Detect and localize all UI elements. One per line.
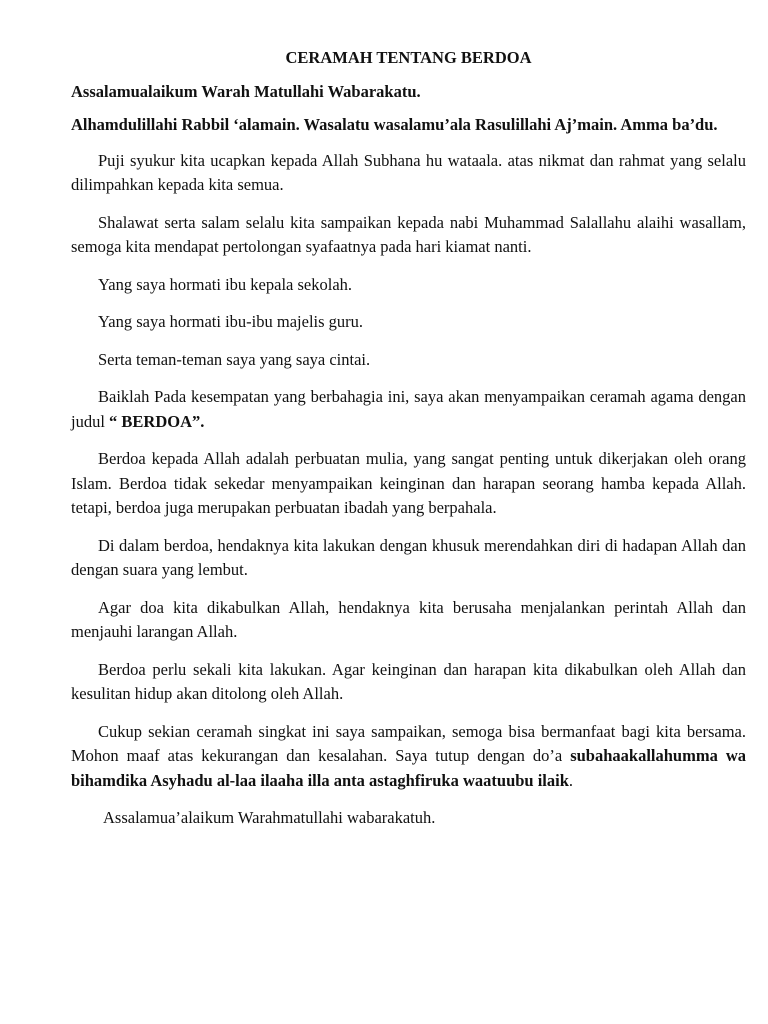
paragraph-respect-principal: Yang saya hormati ibu kepala sekolah.	[98, 274, 353, 294]
greeting: Assalamualaikum Warah Matullahi Wabarakatu.	[71, 82, 421, 101]
document-title: CERAMAH TENTANG BERDOA	[285, 48, 532, 67]
paragraph-berdoa-definition: Berdoa kepada Allah adalah perbuatan mulia, yang sangat penting untuk dikerjakan oleh orang Islam. Berdoa tidak sekedar menyampaikan keinginan dan harapan seorang hamba kepada Allah. tetapi, berdoa juga merupakan perbuatan ibadah yang berpahala.	[71, 449, 746, 517]
paragraph-gratitude: Puji syukur kita ucapkan kepada Allah Subhana hu wataala. atas nikmat dan rahmat yang selalu dilimpahkan kepada kita semua.	[71, 150, 746, 194]
paragraph-berdoa-importance: Berdoa perlu sekali kita lakukan. Agar keinginan dan harapan kita dikabulkan oleh Allah dan kesulitan hidup akan ditolong oleh Allah.	[71, 659, 746, 703]
paragraph-topic-intro	[71, 385, 746, 434]
conclusion-end: .	[568, 770, 574, 790]
topic-title: “ BERDOA”.	[109, 411, 205, 431]
paragraph-respect-friends: Serta teman-teman saya yang saya cintai.	[98, 349, 371, 369]
closing-doa: subahaakallahumma wa bihamdika Asyhadu al-laa ilaaha illa anta astaghfiruka waatuubu ilaik	[71, 746, 746, 790]
opening-prayer: Alhamdulillahi Rabbil ‘alamain. Wasalatu wasalamu’ala Rasulillahi Aj’main. Amma ba’du.	[71, 115, 718, 134]
paragraph-respect-teachers: Yang saya hormati ibu-ibu majelis guru.	[98, 312, 364, 331]
paragraph-doa-accepted: Agar doa kita dikabulkan Allah, hendaknya kita berusaha menjalankan perintah Allah dan menjauhi larangan Allah.	[71, 597, 746, 641]
document-page	[71, 46, 746, 844]
paragraph-conclusion	[71, 720, 746, 794]
paragraph-shalawat: Shalawat serta salam selalu kita sampaikan kepada nabi Muhammad Salallahu alaihi wasallam, semoga kita mendapat pertolongan syafaatnya pada hari kiamat nanti.	[71, 212, 746, 256]
closing-salam: Assalamua’alaikum Warahmatullahi wabarakatuh.	[103, 808, 436, 827]
conclusion-text: Cukup sekian ceramah singkat ini saya sampaikan, semoga bisa bermanfaat bagi kita bersama. Mohon maaf atas kekurangan dan kesalahan. Saya tutup dengan do’a	[71, 721, 746, 765]
topic-intro-text: Baiklah Pada kesempatan yang berbahagia ini, saya akan menyampaikan ceramah agama dengan judul	[71, 387, 746, 431]
paragraph-berdoa-manner: Di dalam berdoa, hendaknya kita lakukan dengan khusuk merendahkan diri di hadapan Allah dan dengan suara yang lembut.	[71, 535, 746, 579]
